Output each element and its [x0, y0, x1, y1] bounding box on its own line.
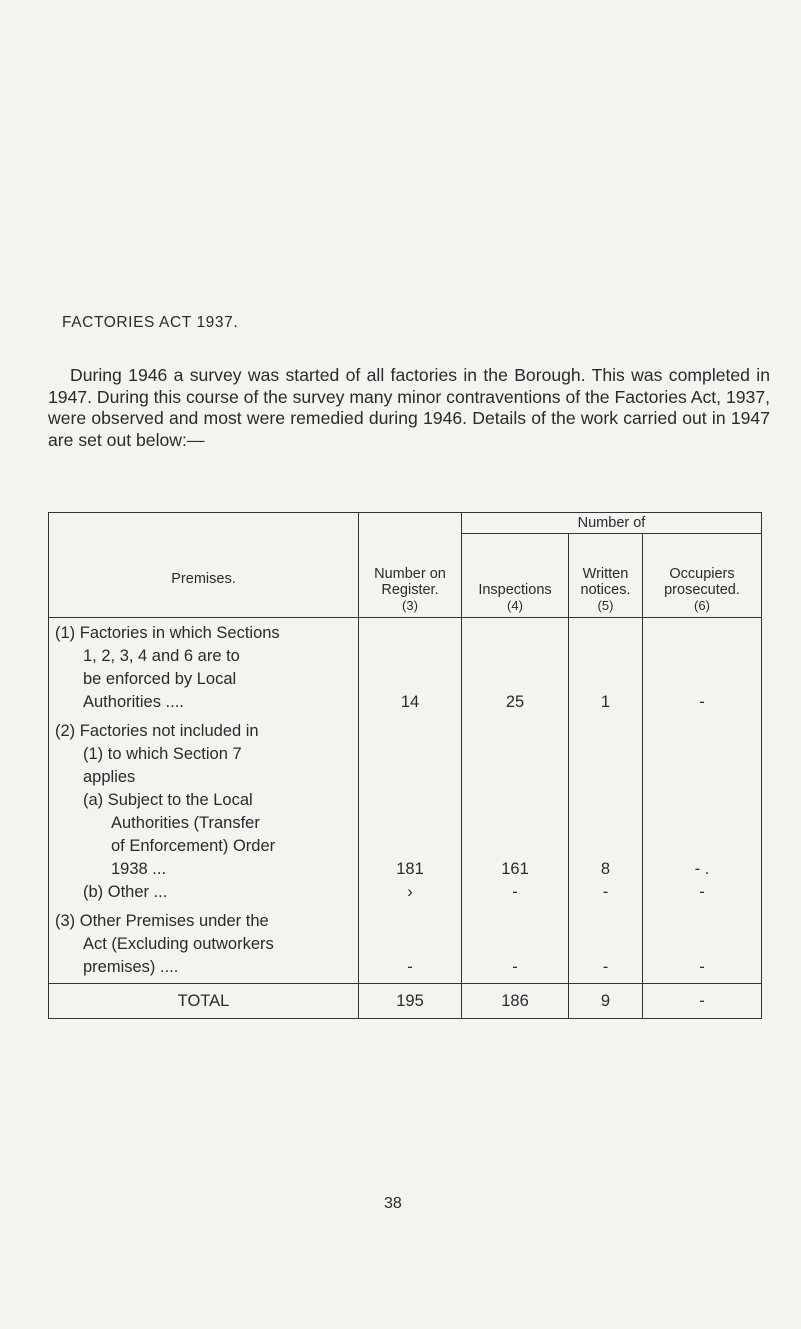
- total-label: TOTAL: [49, 984, 359, 1019]
- cell-inspections: 25: [462, 618, 569, 715]
- total-inspections: 186: [462, 984, 569, 1019]
- cell-notices: 8: [569, 714, 643, 881]
- cell-inspections: -: [462, 881, 569, 904]
- cell-prosecuted: -: [643, 618, 762, 715]
- header-number-of: Number of: [462, 513, 762, 534]
- intro-paragraph: [48, 365, 770, 451]
- total-prosecuted: -: [643, 984, 762, 1019]
- cell-prosecuted: -: [643, 881, 762, 904]
- total-register: 195: [359, 984, 462, 1019]
- cell-prosecuted: - .: [643, 714, 762, 881]
- cell-inspections: -: [462, 904, 569, 984]
- total-row: [49, 984, 762, 1019]
- cell-notices: -: [569, 881, 643, 904]
- total-notices: 9: [569, 984, 643, 1019]
- header-notices: Written notices. (5): [569, 534, 643, 618]
- header-premises: Premises.: [49, 513, 359, 618]
- cell-notices: -: [569, 904, 643, 984]
- row-label: (1) Factories in which Sections 1, 2, 3, 4 and 6 are to be enforced by Local Authorities ....: [49, 618, 359, 715]
- page-number: 38: [384, 1195, 402, 1212]
- cell-register: 14: [359, 618, 462, 715]
- cell-prosecuted: -: [643, 904, 762, 984]
- row-label: (2) Factories not included in (1) to which Section 7 applies (a) Subject to the Local Authorities (Transfer of Enforcement) Order 1938 ...: [49, 714, 359, 881]
- page-heading: FACTORIES ACT 1937.: [62, 314, 239, 331]
- cell-register: -: [359, 904, 462, 984]
- header-register: Number on Register. (3): [359, 513, 462, 618]
- table-row: [49, 904, 762, 984]
- factories-table: [48, 512, 762, 1019]
- cell-inspections: 161: [462, 714, 569, 881]
- table-row: [49, 714, 762, 881]
- table-row: [49, 881, 762, 904]
- intro-text: During 1946 a survey was started of all factories in the Borough. This was completed in 1947. During this course of the survey many minor contraventions of the Factories Act, 1937, were observed and most were remedied during 1946. Details of the work carried out in 1947 are set out below:—: [48, 365, 770, 450]
- cell-register: 181: [359, 714, 462, 881]
- row-label: (3) Other Premises under the Act (Excluding outworkers premises) ....: [49, 904, 359, 984]
- header-prosecuted: Occupiers prosecuted. (6): [643, 534, 762, 618]
- cell-register: ›: [359, 881, 462, 904]
- cell-notices: 1: [569, 618, 643, 715]
- row-label: (b) Other ...: [49, 881, 359, 904]
- header-inspections: Inspections (4): [462, 534, 569, 618]
- table-row: [49, 618, 762, 715]
